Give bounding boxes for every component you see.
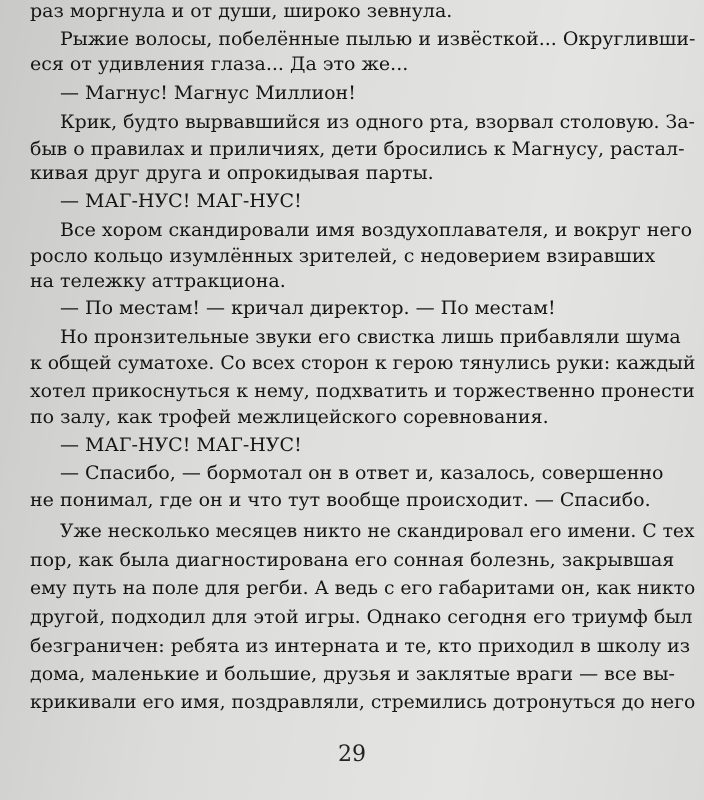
text-line: — МАГ-НУС! МАГ-НУС! [60, 434, 302, 456]
text-line: дома, маленькие и большие, друзья и заклятые враги — все вы- [30, 663, 675, 685]
text-line: Уже несколько месяцев никто не скандировал его имени. С тех [60, 520, 695, 542]
page-number: 29 [338, 742, 366, 767]
text-line: пор, как была диагностирована его сонная болезнь, закрывшая [30, 549, 675, 571]
text-line: к общей суматохе. Со всех сторон к герою тянулись руки: каждый [30, 352, 696, 374]
text-line: кивая друг друга и опрокидывая парты. [30, 162, 434, 184]
text-line: раз моргнула и от души, широко зевнула. [30, 0, 453, 22]
text-line: еся от удивления глаза... Да это же... [30, 53, 409, 75]
text-line: — МАГ-НУС! МАГ-НУС! [60, 190, 302, 212]
text-line: другой, подходил для этой игры. Однако сегодня его триумф был [30, 606, 693, 628]
text-line: — Магнус! Магнус Миллион! [60, 82, 356, 104]
text-line: Но пронзительные звуки его свистка лишь прибавляли шума [60, 326, 681, 348]
text-line: Все хором скандировали имя воздухоплавателя, и вокруг него [60, 219, 693, 241]
text-line: — Спасибо, — бормотал он в ответ и, казалось, совершенно [60, 462, 664, 484]
text-line: по залу, как трофей межлицейского соревнования. [30, 406, 549, 428]
text-line: — По местам! — кричал директор. — По местам! [60, 297, 556, 319]
text-line: на тележку аттракциона. [30, 270, 286, 292]
text-line: не понимал, где он и что тут вообще происходит. — Спасибо. [30, 489, 651, 511]
text-line: хотел прикоснуться к нему, подхватить и торжественно пронести [30, 380, 695, 402]
text-line: Рыжие волосы, побелённые пылью и извёсткой... Округливши- [60, 28, 696, 50]
text-line: быв о правилах и приличиях, дети бросились к Магнусу, растал- [30, 138, 685, 160]
text-line: росло кольцо изумлённых зрителей, с недоверием взиравших [30, 245, 656, 267]
text-line: крикивали его имя, поздравляли, стремились дотронуться до него [30, 691, 696, 713]
text-line: безграничен: ребята из интерната и те, кто приходил в школу из [30, 635, 691, 657]
text-line: Крик, будто вырвавшийся из одного рта, взорвал столовую. За- [60, 111, 695, 133]
text-line: ему путь на поле для регби. А ведь с его габаритами он, как никто [30, 577, 696, 599]
